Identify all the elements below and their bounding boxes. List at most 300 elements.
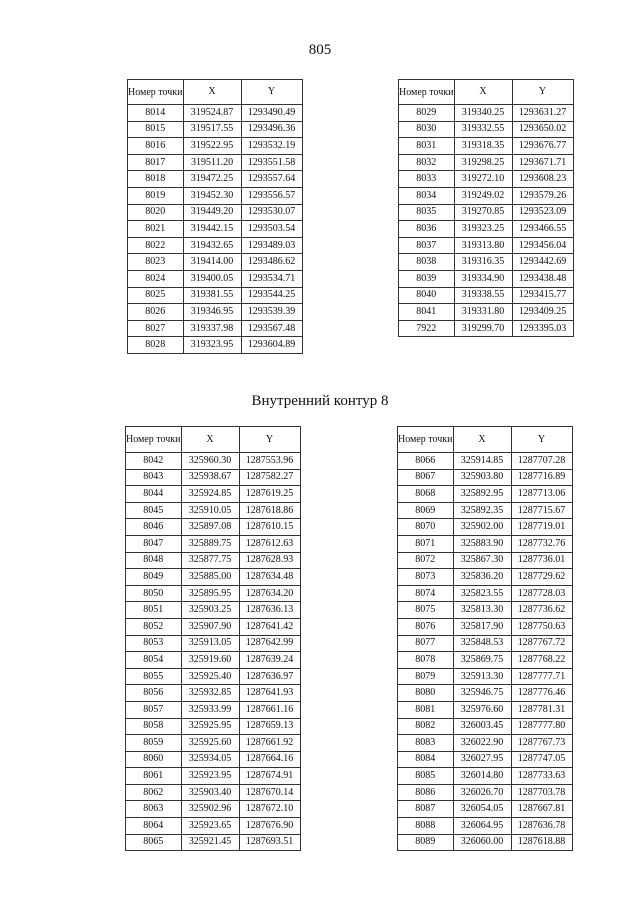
table-row xyxy=(398,718,573,735)
cell-x: 319400.05 xyxy=(183,270,241,287)
cell-x: 325903.25 xyxy=(181,602,239,619)
cell-x: 319452.30 xyxy=(183,187,241,204)
table-row xyxy=(398,685,573,702)
table-row xyxy=(126,652,301,669)
cell-point-number: 8054 xyxy=(126,652,182,669)
table-row xyxy=(398,502,573,519)
table-row xyxy=(128,304,303,321)
table-row xyxy=(399,237,574,254)
table-row xyxy=(398,618,573,635)
cell-point-number: 8037 xyxy=(399,237,455,254)
cell-y: 1287670.14 xyxy=(239,784,300,801)
cell-point-number: 8021 xyxy=(128,221,184,238)
cell-y: 1293466.55 xyxy=(512,221,573,238)
table-row xyxy=(398,535,573,552)
cell-x: 325946.75 xyxy=(453,685,511,702)
cell-y: 1293608.23 xyxy=(512,171,573,188)
table-row xyxy=(128,221,303,238)
cell-y: 1287777.80 xyxy=(511,718,572,735)
table-header-row xyxy=(126,427,301,453)
cell-x: 325913.30 xyxy=(453,668,511,685)
cell-x: 325934.05 xyxy=(181,751,239,768)
table-row xyxy=(399,105,574,122)
cell-y: 1287733.63 xyxy=(511,768,572,785)
cell-x: 319338.55 xyxy=(454,287,512,304)
table-row xyxy=(126,685,301,702)
table-row xyxy=(128,320,303,337)
cell-point-number: 8040 xyxy=(399,287,455,304)
cell-point-number: 8022 xyxy=(128,237,184,254)
cell-point-number: 8067 xyxy=(398,469,454,486)
cell-point-number: 8081 xyxy=(398,701,454,718)
cell-point-number: 8058 xyxy=(126,718,182,735)
cell-point-number: 8085 xyxy=(398,768,454,785)
cell-y: 1287618.88 xyxy=(511,834,572,851)
header-number: Номер точки xyxy=(128,80,184,105)
table-row xyxy=(126,768,301,785)
table-row xyxy=(399,138,574,155)
cell-point-number: 8043 xyxy=(126,469,182,486)
cell-point-number: 8069 xyxy=(398,502,454,519)
table-row xyxy=(398,635,573,652)
cell-point-number: 8045 xyxy=(126,502,182,519)
table-row xyxy=(399,187,574,204)
table-row xyxy=(126,834,301,851)
cell-y: 1287634.20 xyxy=(239,585,300,602)
header-y: Y xyxy=(241,80,302,105)
cell-point-number: 8061 xyxy=(126,768,182,785)
table-row xyxy=(126,618,301,635)
cell-y: 1287750.63 xyxy=(511,618,572,635)
table-row xyxy=(126,801,301,818)
cell-point-number: 8050 xyxy=(126,585,182,602)
cell-y: 1293415.77 xyxy=(512,287,573,304)
cell-y: 1293409.25 xyxy=(512,304,573,321)
table-row xyxy=(126,502,301,519)
cell-x: 325933.99 xyxy=(181,701,239,718)
cell-x: 326022.90 xyxy=(453,735,511,752)
cell-y: 1287667.81 xyxy=(511,801,572,818)
cell-point-number: 8089 xyxy=(398,834,454,851)
table-row xyxy=(128,204,303,221)
cell-y: 1293530.07 xyxy=(241,204,302,221)
cell-y: 1287715.67 xyxy=(511,502,572,519)
cell-y: 1293496.36 xyxy=(241,121,302,138)
header-y: Y xyxy=(511,427,572,453)
cell-point-number: 8064 xyxy=(126,818,182,835)
cell-x: 319517.55 xyxy=(183,121,241,138)
cell-y: 1293532.19 xyxy=(241,138,302,155)
table-row xyxy=(128,171,303,188)
cell-point-number: 8053 xyxy=(126,635,182,652)
cell-point-number: 8018 xyxy=(128,171,184,188)
cell-point-number: 8052 xyxy=(126,618,182,635)
coordinates-table-1 xyxy=(127,79,303,354)
table-row xyxy=(399,320,574,337)
table-row xyxy=(399,171,574,188)
cell-y: 1287781.31 xyxy=(511,701,572,718)
cell-x: 326064.95 xyxy=(453,818,511,835)
table-row xyxy=(126,784,301,801)
cell-x: 319346.95 xyxy=(183,304,241,321)
cell-x: 325938.67 xyxy=(181,469,239,486)
cell-point-number: 7922 xyxy=(399,320,455,337)
cell-y: 1287768.22 xyxy=(511,652,572,669)
cell-x: 319323.25 xyxy=(454,221,512,238)
cell-y: 1293534.71 xyxy=(241,270,302,287)
cell-point-number: 8014 xyxy=(128,105,184,122)
cell-point-number: 8038 xyxy=(399,254,455,271)
table-row xyxy=(126,519,301,536)
cell-point-number: 8030 xyxy=(399,121,455,138)
cell-point-number: 8023 xyxy=(128,254,184,271)
cell-x: 325923.95 xyxy=(181,768,239,785)
cell-x: 319414.00 xyxy=(183,254,241,271)
cell-y: 1287736.01 xyxy=(511,552,572,569)
cell-point-number: 8032 xyxy=(399,154,455,171)
header-number: Номер точки xyxy=(126,427,182,453)
table-row xyxy=(399,287,574,304)
cell-y: 1293442.69 xyxy=(512,254,573,271)
cell-point-number: 8068 xyxy=(398,486,454,503)
cell-y: 1293438.48 xyxy=(512,270,573,287)
cell-x: 319270.85 xyxy=(454,204,512,221)
cell-point-number: 8049 xyxy=(126,569,182,586)
cell-x: 326003.45 xyxy=(453,718,511,735)
table-row xyxy=(128,187,303,204)
cell-x: 325867.30 xyxy=(453,552,511,569)
cell-x: 325869.75 xyxy=(453,652,511,669)
cell-point-number: 8020 xyxy=(128,204,184,221)
table-row xyxy=(398,768,573,785)
cell-point-number: 8083 xyxy=(398,735,454,752)
table-row xyxy=(128,237,303,254)
cell-y: 1287747.05 xyxy=(511,751,572,768)
cell-x: 326026.70 xyxy=(453,784,511,801)
cell-x: 319318.35 xyxy=(454,138,512,155)
cell-point-number: 8027 xyxy=(128,320,184,337)
cell-point-number: 8015 xyxy=(128,121,184,138)
cell-y: 1293556.57 xyxy=(241,187,302,204)
cell-x: 325925.40 xyxy=(181,668,239,685)
cell-x: 319449.20 xyxy=(183,204,241,221)
table-row xyxy=(128,287,303,304)
cell-point-number: 8072 xyxy=(398,552,454,569)
cell-y: 1287636.13 xyxy=(239,602,300,619)
header-x: X xyxy=(181,427,239,453)
cell-y: 1287729.62 xyxy=(511,569,572,586)
cell-point-number: 8071 xyxy=(398,535,454,552)
cell-point-number: 8055 xyxy=(126,668,182,685)
cell-y: 1293544.25 xyxy=(241,287,302,304)
table-row xyxy=(399,304,574,321)
table-row xyxy=(399,254,574,271)
table-row xyxy=(398,486,573,503)
cell-y: 1293503.54 xyxy=(241,221,302,238)
cell-y: 1287693.51 xyxy=(239,834,300,851)
cell-y: 1293551.58 xyxy=(241,154,302,171)
cell-x: 325813.30 xyxy=(453,602,511,619)
cell-y: 1293631.27 xyxy=(512,105,573,122)
coordinates-table-4 xyxy=(397,426,573,851)
cell-point-number: 8042 xyxy=(126,453,182,470)
cell-y: 1287659.13 xyxy=(239,718,300,735)
cell-x: 325976.60 xyxy=(453,701,511,718)
table-row xyxy=(126,469,301,486)
cell-y: 1287716.89 xyxy=(511,469,572,486)
cell-x: 325925.95 xyxy=(181,718,239,735)
cell-point-number: 8076 xyxy=(398,618,454,635)
cell-y: 1293490.49 xyxy=(241,105,302,122)
cell-y: 1287636.78 xyxy=(511,818,572,835)
table-row xyxy=(126,535,301,552)
cell-x: 325903.80 xyxy=(453,469,511,486)
table-row xyxy=(128,138,303,155)
table-header-row xyxy=(399,80,574,105)
table-row xyxy=(398,801,573,818)
cell-y: 1287612.63 xyxy=(239,535,300,552)
cell-point-number: 8056 xyxy=(126,685,182,702)
cell-x: 326054.05 xyxy=(453,801,511,818)
cell-point-number: 8070 xyxy=(398,519,454,536)
cell-point-number: 8084 xyxy=(398,751,454,768)
cell-x: 325923.65 xyxy=(181,818,239,835)
cell-x: 325914.85 xyxy=(453,453,511,470)
cell-y: 1287634.48 xyxy=(239,569,300,586)
cell-x: 325919.60 xyxy=(181,652,239,669)
cell-y: 1287553.96 xyxy=(239,453,300,470)
cell-point-number: 8073 xyxy=(398,569,454,586)
cell-y: 1293539.39 xyxy=(241,304,302,321)
table-row xyxy=(398,585,573,602)
cell-y: 1287628.93 xyxy=(239,552,300,569)
cell-point-number: 8063 xyxy=(126,801,182,818)
table-row xyxy=(126,552,301,569)
cell-x: 325836.20 xyxy=(453,569,511,586)
table-row xyxy=(399,204,574,221)
cell-y: 1293650.02 xyxy=(512,121,573,138)
cell-y: 1287636.97 xyxy=(239,668,300,685)
table-row xyxy=(398,668,573,685)
table-row xyxy=(398,569,573,586)
header-x: X xyxy=(183,80,241,105)
cell-point-number: 8048 xyxy=(126,552,182,569)
cell-x: 319313.80 xyxy=(454,237,512,254)
cell-x: 326060.00 xyxy=(453,834,511,851)
table-row xyxy=(398,652,573,669)
cell-x: 325913.05 xyxy=(181,635,239,652)
cell-point-number: 8051 xyxy=(126,602,182,619)
table-row xyxy=(128,270,303,287)
table-row xyxy=(398,519,573,536)
cell-y: 1287672.10 xyxy=(239,801,300,818)
cell-y: 1287641.93 xyxy=(239,685,300,702)
cell-point-number: 8077 xyxy=(398,635,454,652)
cell-x: 325877.75 xyxy=(181,552,239,569)
cell-x: 325902.96 xyxy=(181,801,239,818)
cell-point-number: 8074 xyxy=(398,585,454,602)
cell-y: 1293489.03 xyxy=(241,237,302,254)
cell-y: 1287661.16 xyxy=(239,701,300,718)
cell-point-number: 8088 xyxy=(398,818,454,835)
table-row xyxy=(398,834,573,851)
cell-x: 326014.80 xyxy=(453,768,511,785)
cell-y: 1293604.89 xyxy=(241,337,302,354)
cell-point-number: 8060 xyxy=(126,751,182,768)
table-row xyxy=(398,751,573,768)
cell-y: 1293523.09 xyxy=(512,204,573,221)
cell-point-number: 8078 xyxy=(398,652,454,669)
cell-point-number: 8034 xyxy=(399,187,455,204)
cell-y: 1287661.92 xyxy=(239,735,300,752)
cell-x: 319472.25 xyxy=(183,171,241,188)
cell-point-number: 8033 xyxy=(399,171,455,188)
table-header-row xyxy=(128,80,303,105)
table-row xyxy=(126,635,301,652)
table-row xyxy=(399,221,574,238)
table-row xyxy=(126,718,301,735)
table-row xyxy=(126,569,301,586)
cell-x: 319442.15 xyxy=(183,221,241,238)
cell-point-number: 8086 xyxy=(398,784,454,801)
cell-y: 1287610.15 xyxy=(239,519,300,536)
cell-point-number: 8035 xyxy=(399,204,455,221)
header-number: Номер точки xyxy=(398,427,454,453)
cell-y: 1293671.71 xyxy=(512,154,573,171)
cell-y: 1287776.46 xyxy=(511,685,572,702)
cell-x: 319340.25 xyxy=(454,105,512,122)
table-row xyxy=(398,552,573,569)
table-row xyxy=(126,668,301,685)
cell-x: 325902.00 xyxy=(453,519,511,536)
table-row xyxy=(398,784,573,801)
cell-point-number: 8024 xyxy=(128,270,184,287)
cell-x: 325823.55 xyxy=(453,585,511,602)
cell-point-number: 8019 xyxy=(128,187,184,204)
cell-x: 319299.70 xyxy=(454,320,512,337)
cell-point-number: 8065 xyxy=(126,834,182,851)
coordinates-table-2 xyxy=(398,79,574,337)
table-row xyxy=(128,105,303,122)
cell-point-number: 8059 xyxy=(126,735,182,752)
header-x: X xyxy=(453,427,511,453)
cell-point-number: 8057 xyxy=(126,701,182,718)
cell-y: 1287767.73 xyxy=(511,735,572,752)
table-row xyxy=(126,818,301,835)
cell-y: 1293456.04 xyxy=(512,237,573,254)
cell-y: 1287618.86 xyxy=(239,502,300,519)
cell-point-number: 8039 xyxy=(399,270,455,287)
cell-y: 1287619.25 xyxy=(239,486,300,503)
cell-point-number: 8047 xyxy=(126,535,182,552)
cell-point-number: 8025 xyxy=(128,287,184,304)
cell-x: 319331.80 xyxy=(454,304,512,321)
cell-y: 1287713.06 xyxy=(511,486,572,503)
table-row xyxy=(398,469,573,486)
cell-point-number: 8041 xyxy=(399,304,455,321)
cell-point-number: 8080 xyxy=(398,685,454,702)
table-row xyxy=(126,735,301,752)
cell-x: 325932.85 xyxy=(181,685,239,702)
cell-y: 1287719.01 xyxy=(511,519,572,536)
cell-y: 1293567.48 xyxy=(241,320,302,337)
cell-x: 319334.90 xyxy=(454,270,512,287)
cell-x: 325848.53 xyxy=(453,635,511,652)
cell-y: 1287664.16 xyxy=(239,751,300,768)
cell-x: 325960.30 xyxy=(181,453,239,470)
cell-x: 319432.65 xyxy=(183,237,241,254)
cell-x: 319249.02 xyxy=(454,187,512,204)
cell-y: 1287732.76 xyxy=(511,535,572,552)
cell-y: 1287642.99 xyxy=(239,635,300,652)
cell-x: 319337.98 xyxy=(183,320,241,337)
cell-x: 325910.05 xyxy=(181,502,239,519)
table-row xyxy=(128,337,303,354)
table-row xyxy=(398,701,573,718)
cell-point-number: 8082 xyxy=(398,718,454,735)
cell-point-number: 8017 xyxy=(128,154,184,171)
cell-x: 319332.55 xyxy=(454,121,512,138)
cell-y: 1287777.71 xyxy=(511,668,572,685)
cell-point-number: 8031 xyxy=(399,138,455,155)
cell-point-number: 8016 xyxy=(128,138,184,155)
table-row xyxy=(399,121,574,138)
header-y: Y xyxy=(512,80,573,105)
cell-point-number: 8036 xyxy=(399,221,455,238)
cell-point-number: 8029 xyxy=(399,105,455,122)
cell-x: 319381.55 xyxy=(183,287,241,304)
table-row xyxy=(398,453,573,470)
section-title: Внутренний контур 8 xyxy=(251,393,389,409)
cell-y: 1287703.78 xyxy=(511,784,572,801)
cell-x: 325925.60 xyxy=(181,735,239,752)
cell-x: 325907.90 xyxy=(181,618,239,635)
table-row xyxy=(128,154,303,171)
cell-point-number: 8075 xyxy=(398,602,454,619)
cell-point-number: 8079 xyxy=(398,668,454,685)
table-row xyxy=(398,602,573,619)
cell-y: 1287676.90 xyxy=(239,818,300,835)
table-row xyxy=(126,751,301,768)
cell-y: 1287639.24 xyxy=(239,652,300,669)
table-row xyxy=(399,154,574,171)
header-x: X xyxy=(454,80,512,105)
table-row xyxy=(126,486,301,503)
cell-y: 1287641.42 xyxy=(239,618,300,635)
cell-point-number: 8046 xyxy=(126,519,182,536)
cell-point-number: 8026 xyxy=(128,304,184,321)
cell-x: 325892.35 xyxy=(453,502,511,519)
cell-y: 1293486.62 xyxy=(241,254,302,271)
cell-x: 325817.90 xyxy=(453,618,511,635)
cell-y: 1287736.62 xyxy=(511,602,572,619)
cell-x: 326027.95 xyxy=(453,751,511,768)
cell-point-number: 8087 xyxy=(398,801,454,818)
page-number: 805 xyxy=(308,42,332,58)
cell-y: 1293557.64 xyxy=(241,171,302,188)
table-row xyxy=(126,602,301,619)
cell-x: 325892.95 xyxy=(453,486,511,503)
cell-x: 325897.08 xyxy=(181,519,239,536)
cell-x: 325895.95 xyxy=(181,585,239,602)
header-number: Номер точки xyxy=(399,80,455,105)
cell-x: 325924.85 xyxy=(181,486,239,503)
cell-x: 319522.95 xyxy=(183,138,241,155)
cell-point-number: 8028 xyxy=(128,337,184,354)
cell-point-number: 8066 xyxy=(398,453,454,470)
cell-point-number: 8044 xyxy=(126,486,182,503)
header-y: Y xyxy=(239,427,300,453)
